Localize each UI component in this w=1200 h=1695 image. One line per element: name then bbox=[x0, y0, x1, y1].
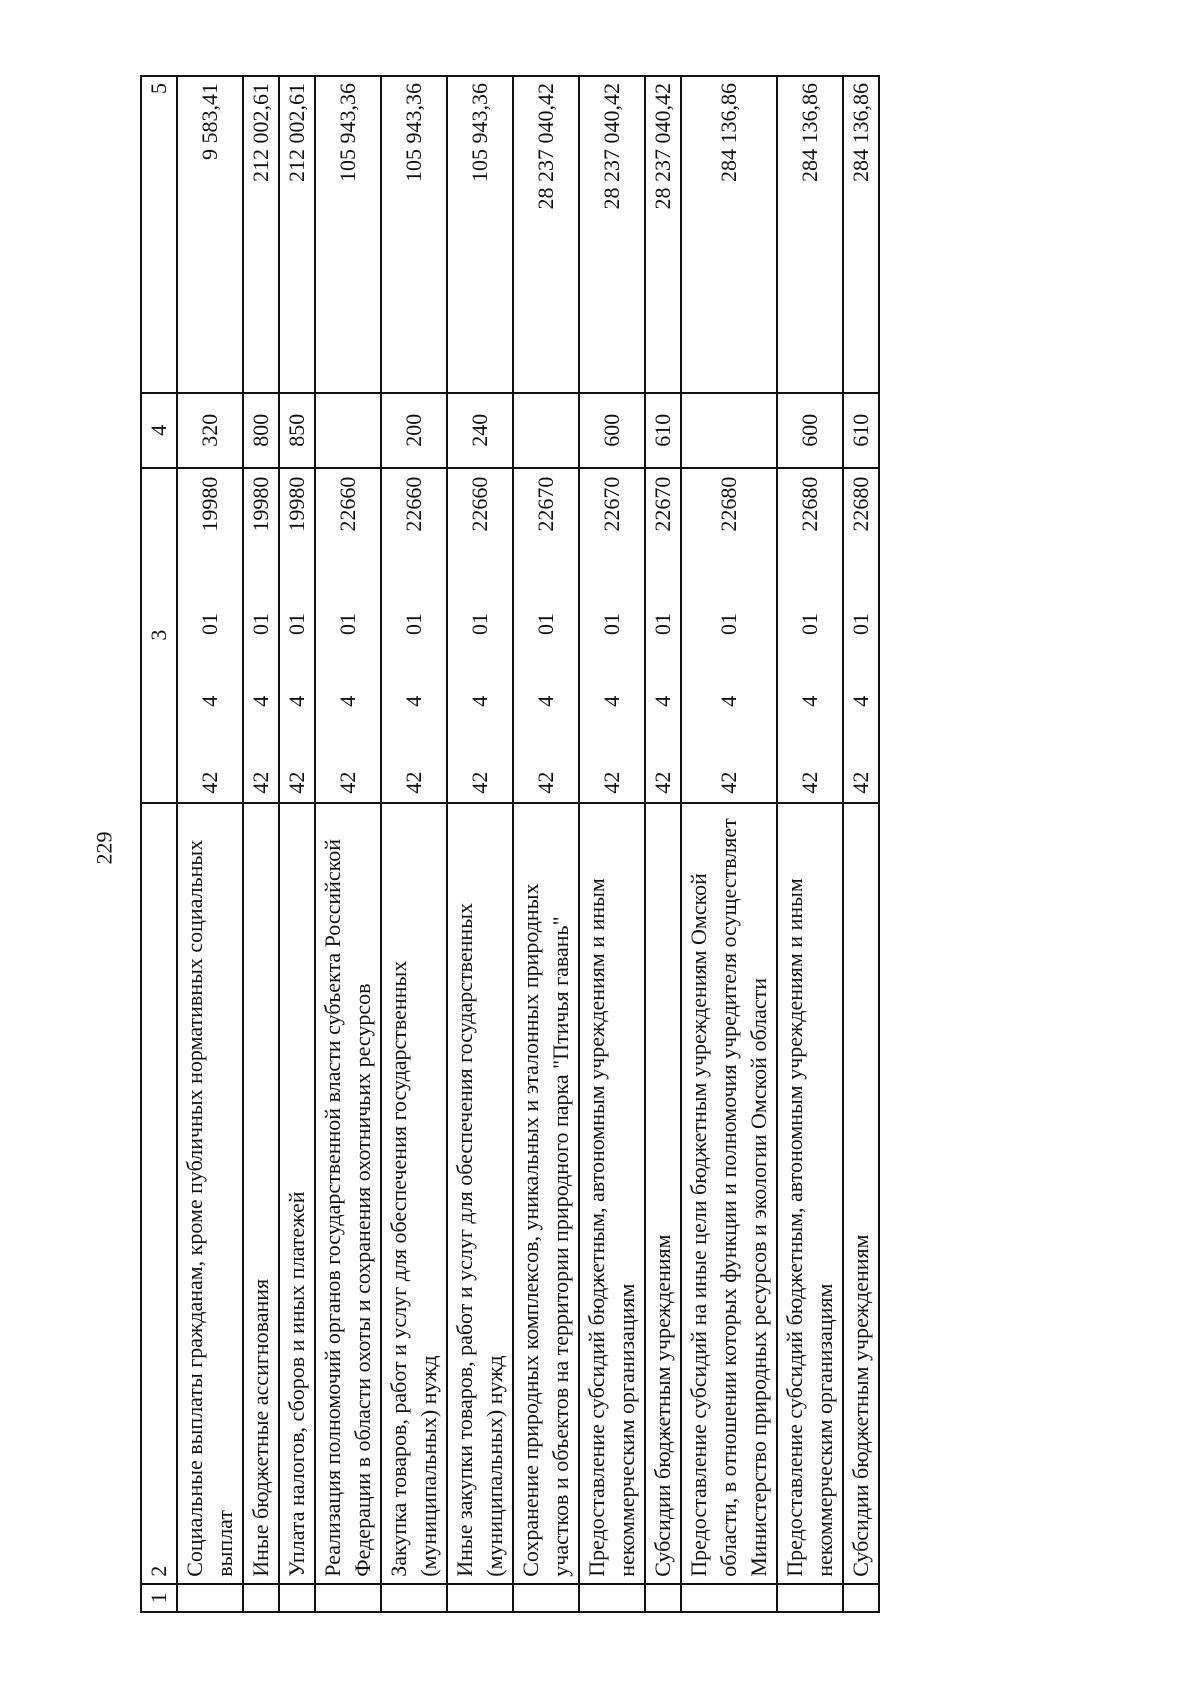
row-name-cell: Предоставление субсидий бюджетным, автономным учреждениям и иным некоммерческим организациям bbox=[777, 803, 843, 1584]
table-row bbox=[447, 76, 513, 1612]
code-part-1: 42 bbox=[716, 771, 741, 794]
row-amount-cell: 9 583,41 bbox=[177, 76, 243, 393]
row-expense-type-cell: 320 bbox=[177, 393, 243, 468]
table-row bbox=[681, 76, 777, 1612]
row-name-cell: Закупка товаров, работ и услуг для обеспечения государственных (муниципальных) нужд bbox=[381, 803, 447, 1584]
table-row bbox=[315, 76, 381, 1612]
code-part-3: 01 bbox=[599, 612, 624, 635]
code-part-2: 4 bbox=[797, 695, 822, 707]
code-part-1: 42 bbox=[533, 771, 558, 794]
row-name-cell: Субсидии бюджетным учреждениям bbox=[645, 803, 681, 1584]
row-name-cell: Иные закупки товаров, работ и услуг для обеспечения государственных (муниципальных) нужд bbox=[447, 803, 513, 1584]
code-part-4: 22670 bbox=[599, 476, 624, 532]
code-part-3: 01 bbox=[716, 612, 741, 635]
code-part-3: 01 bbox=[197, 612, 222, 635]
code-part-4: 22670 bbox=[533, 476, 558, 532]
classification-code bbox=[282, 475, 312, 796]
table-row bbox=[513, 76, 579, 1612]
code-part-4: 22660 bbox=[467, 476, 492, 532]
code-part-1: 42 bbox=[248, 771, 273, 794]
row-number-cell bbox=[843, 1584, 879, 1612]
row-amount-cell: 28 237 040,42 bbox=[579, 76, 645, 393]
header-col-5: 5 bbox=[141, 76, 177, 393]
row-expense-type-cell: 200 bbox=[381, 393, 447, 468]
code-part-3: 01 bbox=[650, 612, 675, 635]
code-part-1: 42 bbox=[284, 771, 309, 794]
row-amount-cell: 105 943,36 bbox=[381, 76, 447, 393]
row-expense-type-cell: 240 bbox=[447, 393, 513, 468]
classification-code bbox=[399, 475, 429, 796]
code-part-3: 01 bbox=[467, 612, 492, 635]
code-part-2: 4 bbox=[248, 695, 273, 707]
budget-table-container bbox=[140, 75, 1061, 1613]
table-row bbox=[645, 76, 681, 1612]
code-part-4: 22680 bbox=[797, 476, 822, 532]
code-part-4: 22670 bbox=[650, 476, 675, 532]
row-amount-cell: 284 136,86 bbox=[777, 76, 843, 393]
code-part-2: 4 bbox=[335, 695, 360, 707]
row-code-cell bbox=[447, 468, 513, 803]
row-name-cell: Предоставление субсидий на иные цели бюджетным учреждениям Омской области, в отношении которых функции и полномочия учредителя осуществляет Министерство природных ресурсов и экологии Омской области bbox=[681, 803, 777, 1584]
row-expense-type-cell: 600 bbox=[777, 393, 843, 468]
row-name-cell: Предоставление субсидий бюджетным, автономным учреждениям и иным некоммерческим организациям bbox=[579, 803, 645, 1584]
row-name-cell: Уплата налогов, сборов и иных платежей bbox=[279, 803, 315, 1584]
row-name-cell: Субсидии бюджетным учреждениям bbox=[843, 803, 879, 1584]
row-name-cell: Сохранение природных комплексов, уникальных и эталонных природных участков и объектов на территории природного парка "Птичья гавань" bbox=[513, 803, 579, 1584]
row-number-cell bbox=[177, 1584, 243, 1612]
code-part-1: 42 bbox=[848, 771, 873, 794]
code-part-1: 42 bbox=[335, 771, 360, 794]
row-number-cell bbox=[315, 1584, 381, 1612]
code-part-2: 4 bbox=[284, 695, 309, 707]
classification-code bbox=[531, 475, 561, 796]
classification-code bbox=[465, 475, 495, 796]
table-row bbox=[381, 76, 447, 1612]
header-col-4: 4 bbox=[141, 393, 177, 468]
row-expense-type-cell: 850 bbox=[279, 393, 315, 468]
page-number: 229 bbox=[91, 831, 117, 865]
row-code-cell bbox=[381, 468, 447, 803]
table-row bbox=[243, 76, 279, 1612]
row-name-cell: Реализация полномочий органов государственной власти субъекта Российской Федерации в области охоты и сохранения охотничьих ресурсов bbox=[315, 803, 381, 1584]
code-part-3: 01 bbox=[335, 612, 360, 635]
code-part-4: 22680 bbox=[716, 476, 741, 532]
header-col-2: 2 bbox=[141, 803, 177, 1584]
row-number-cell bbox=[279, 1584, 315, 1612]
code-part-2: 4 bbox=[599, 695, 624, 707]
budget-table-rotated bbox=[140, 75, 1061, 1613]
code-part-3: 01 bbox=[797, 612, 822, 635]
code-part-3: 01 bbox=[248, 612, 273, 635]
table-body bbox=[177, 76, 879, 1612]
classification-code bbox=[846, 475, 876, 796]
code-part-2: 4 bbox=[533, 695, 558, 707]
code-part-2: 4 bbox=[650, 695, 675, 707]
code-part-1: 42 bbox=[599, 771, 624, 794]
row-code-cell bbox=[243, 468, 279, 803]
code-part-3: 01 bbox=[401, 612, 426, 635]
row-expense-type-cell bbox=[315, 393, 381, 468]
table-row bbox=[843, 76, 879, 1612]
row-amount-cell: 284 136,86 bbox=[843, 76, 879, 393]
code-part-1: 42 bbox=[797, 771, 822, 794]
row-amount-cell: 105 943,36 bbox=[315, 76, 381, 393]
row-expense-type-cell: 610 bbox=[645, 393, 681, 468]
table-row bbox=[777, 76, 843, 1612]
row-code-cell bbox=[645, 468, 681, 803]
row-expense-type-cell: 600 bbox=[579, 393, 645, 468]
code-part-3: 01 bbox=[533, 612, 558, 635]
row-expense-type-cell: 610 bbox=[843, 393, 879, 468]
classification-code bbox=[648, 475, 678, 796]
row-expense-type-cell: 800 bbox=[243, 393, 279, 468]
row-number-cell bbox=[243, 1584, 279, 1612]
classification-code bbox=[333, 475, 363, 796]
code-part-2: 4 bbox=[716, 695, 741, 707]
row-code-cell bbox=[177, 468, 243, 803]
row-expense-type-cell bbox=[513, 393, 579, 468]
code-part-4: 22660 bbox=[335, 476, 360, 532]
row-amount-cell: 28 237 040,42 bbox=[645, 76, 681, 393]
row-code-cell bbox=[681, 468, 777, 803]
table-row bbox=[279, 76, 315, 1612]
table-row bbox=[177, 76, 243, 1612]
row-amount-cell: 212 002,61 bbox=[243, 76, 279, 393]
row-code-cell bbox=[513, 468, 579, 803]
code-part-4: 22660 bbox=[401, 476, 426, 532]
row-code-cell bbox=[843, 468, 879, 803]
code-part-4: 19980 bbox=[197, 476, 222, 532]
code-part-2: 4 bbox=[848, 695, 873, 707]
code-part-1: 42 bbox=[650, 771, 675, 794]
row-name-cell: Иные бюджетные ассигнования bbox=[243, 803, 279, 1584]
row-amount-cell: 284 136,86 bbox=[681, 76, 777, 393]
budget-table bbox=[140, 75, 880, 1613]
row-number-cell bbox=[447, 1584, 513, 1612]
header-col-3: 3 bbox=[141, 468, 177, 803]
code-part-1: 42 bbox=[467, 771, 492, 794]
row-number-cell bbox=[777, 1584, 843, 1612]
row-code-cell bbox=[315, 468, 381, 803]
row-code-cell bbox=[279, 468, 315, 803]
row-amount-cell: 212 002,61 bbox=[279, 76, 315, 393]
row-name-cell: Социальные выплаты гражданам, кроме публичных нормативных социальных выплат bbox=[177, 803, 243, 1584]
classification-code bbox=[795, 475, 825, 796]
row-number-cell bbox=[681, 1584, 777, 1612]
row-number-cell bbox=[579, 1584, 645, 1612]
code-part-4: 19980 bbox=[248, 476, 273, 532]
row-number-cell bbox=[645, 1584, 681, 1612]
row-number-cell bbox=[381, 1584, 447, 1612]
classification-code bbox=[195, 475, 225, 796]
table-row bbox=[579, 76, 645, 1612]
row-amount-cell: 105 943,36 bbox=[447, 76, 513, 393]
code-part-1: 42 bbox=[197, 771, 222, 794]
classification-code bbox=[714, 475, 744, 796]
row-amount-cell: 28 237 040,42 bbox=[513, 76, 579, 393]
header-col-1: 1 bbox=[141, 1584, 177, 1612]
row-code-cell bbox=[579, 468, 645, 803]
code-part-4: 22680 bbox=[848, 476, 873, 532]
code-part-3: 01 bbox=[848, 612, 873, 635]
code-part-2: 4 bbox=[467, 695, 492, 707]
table-header-row bbox=[141, 76, 177, 1612]
code-part-4: 19980 bbox=[284, 476, 309, 532]
row-number-cell bbox=[513, 1584, 579, 1612]
classification-code bbox=[597, 475, 627, 796]
code-part-1: 42 bbox=[401, 771, 426, 794]
row-expense-type-cell bbox=[681, 393, 777, 468]
code-part-3: 01 bbox=[284, 612, 309, 635]
code-part-2: 4 bbox=[401, 695, 426, 707]
classification-code bbox=[246, 475, 276, 796]
row-code-cell bbox=[777, 468, 843, 803]
code-part-2: 4 bbox=[197, 695, 222, 707]
